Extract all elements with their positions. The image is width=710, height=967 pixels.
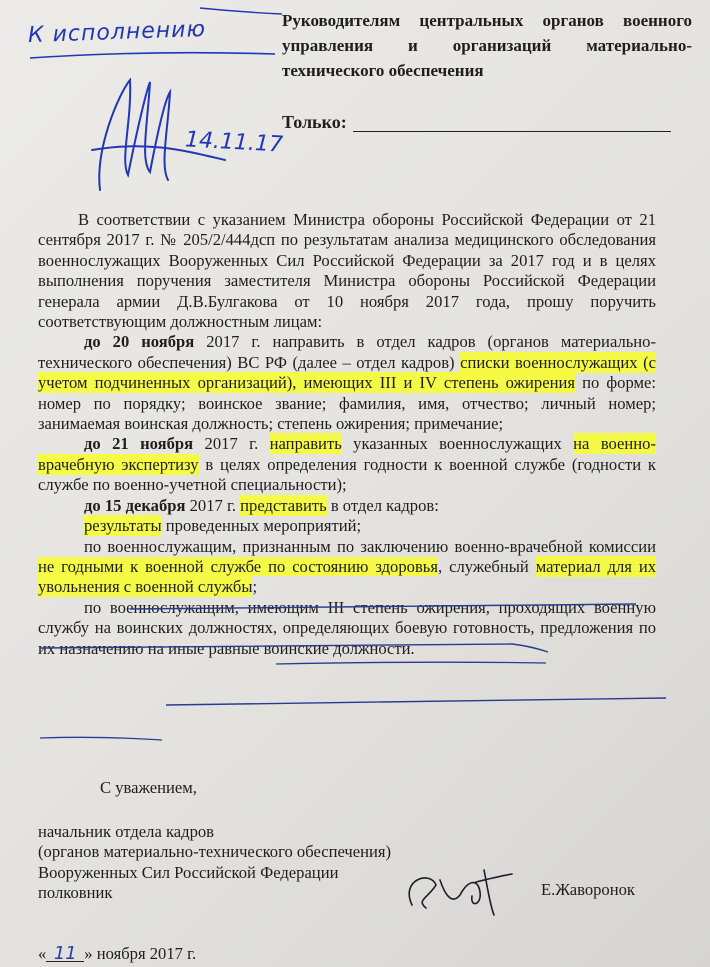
quote-mark: «: [38, 944, 47, 963]
highlighted-text: направить: [269, 434, 342, 454]
signer-rank: полковник: [38, 883, 113, 903]
paragraph-text: проведенных мероприятий;: [161, 516, 362, 536]
ink-underline: [40, 737, 162, 740]
highlighted-text: не годными к военной службе по состоянию здоровья: [38, 556, 438, 576]
paragraph-text: по форме: номер по порядку; воинское звание; фамилия, имя, отчество; личный номер; занимаемая воинская должность; степень ожирения; примечание;: [38, 373, 657, 434]
resolution-signature: [92, 80, 225, 190]
deadline-date: до 20 ноября: [84, 332, 195, 352]
pen-stroke: [200, 8, 282, 14]
ink-underline: [40, 644, 548, 652]
paragraph-text: по военнослужащим, признанным по заключению военно-врачебной комиссии: [84, 536, 656, 556]
handwritten-day: 11: [46, 947, 84, 962]
ink-underline: [276, 662, 546, 664]
officer-signature: [409, 870, 512, 915]
signer-name: Е.Жаворонок: [541, 880, 635, 899]
signer-title-line: начальник отдела кадров: [38, 822, 215, 841]
paragraph-text: 2017 г. направить в отдел кадров (органов материально-технического обеспечения) ВС РФ (далее – отдел кадров): [38, 332, 657, 372]
paragraph-text: в отдел кадров:: [326, 495, 439, 515]
paragraph-text: 2017 г.: [193, 434, 270, 454]
handwritten-resolution: К исполнению: [27, 16, 207, 49]
paragraph-text: , служебный: [438, 556, 536, 576]
resolution-underline: [30, 53, 275, 58]
date-text: » ноября 2017 г.: [84, 944, 197, 963]
paragraph-1: В соответствии с указанием Министра обороны Российской Федерации от 21 сентября 2017 г. № 205/2/444дсп по результатам анализа медицинского обследования военнослужащих Вооруженных Сил Российской Федерации за 2017 год и в целях выполнения поручения заместителя Министра обороны Российской Федерации генерала армии Д.В.Булгакова от 10 ноября 2017 года, прошу поручить соответствующим должностным лицам:: [38, 210, 656, 332]
paragraph-text: указанных военнослужащих: [341, 434, 574, 454]
highlighted-text: списки военнослужащих (с учетом подчиненных организаций), имеющих III и IV степень ожирения: [38, 352, 656, 393]
highlighted-text: на военно-врачебную экспертизу: [38, 434, 656, 474]
paragraph-text: 2017 г.: [185, 495, 241, 515]
signer-title-line: (органов материально-технического обеспечения): [38, 842, 392, 862]
ink-underline: [166, 698, 666, 705]
deadline-date: до 21 ноября: [84, 434, 194, 454]
addressee-block: Руководителям центральных органов военного управления и организаций материально-технического обеспечения: [282, 11, 692, 80]
paragraph-text: в целях определения годности к военной службе (годности к службе по военно-учетной специальности);: [38, 454, 656, 495]
highlighted-text: материал для их увольнения с военной службы: [38, 556, 656, 597]
paragraph-7: по военнослужащим, имеющим III степень ожирения, проходящих военную службу на воинских должностях, определяющих боевую готовность, предложения по их назначению на иные равные воинские должности.: [38, 597, 656, 658]
highlighted-text: результаты: [84, 516, 162, 536]
ink-underline: [130, 604, 636, 609]
only-label: Только:: [282, 112, 347, 132]
signer-title-line: Вооруженных Сил Российской Федерации: [38, 862, 339, 882]
handwritten-resolution-date: 14.11.17: [184, 127, 284, 158]
paragraph-text: ;: [252, 577, 258, 597]
deadline-date: до 15 декабря: [84, 495, 186, 515]
highlighted-text: представить: [240, 495, 327, 515]
closing-phrase: С уважением,: [100, 778, 197, 797]
